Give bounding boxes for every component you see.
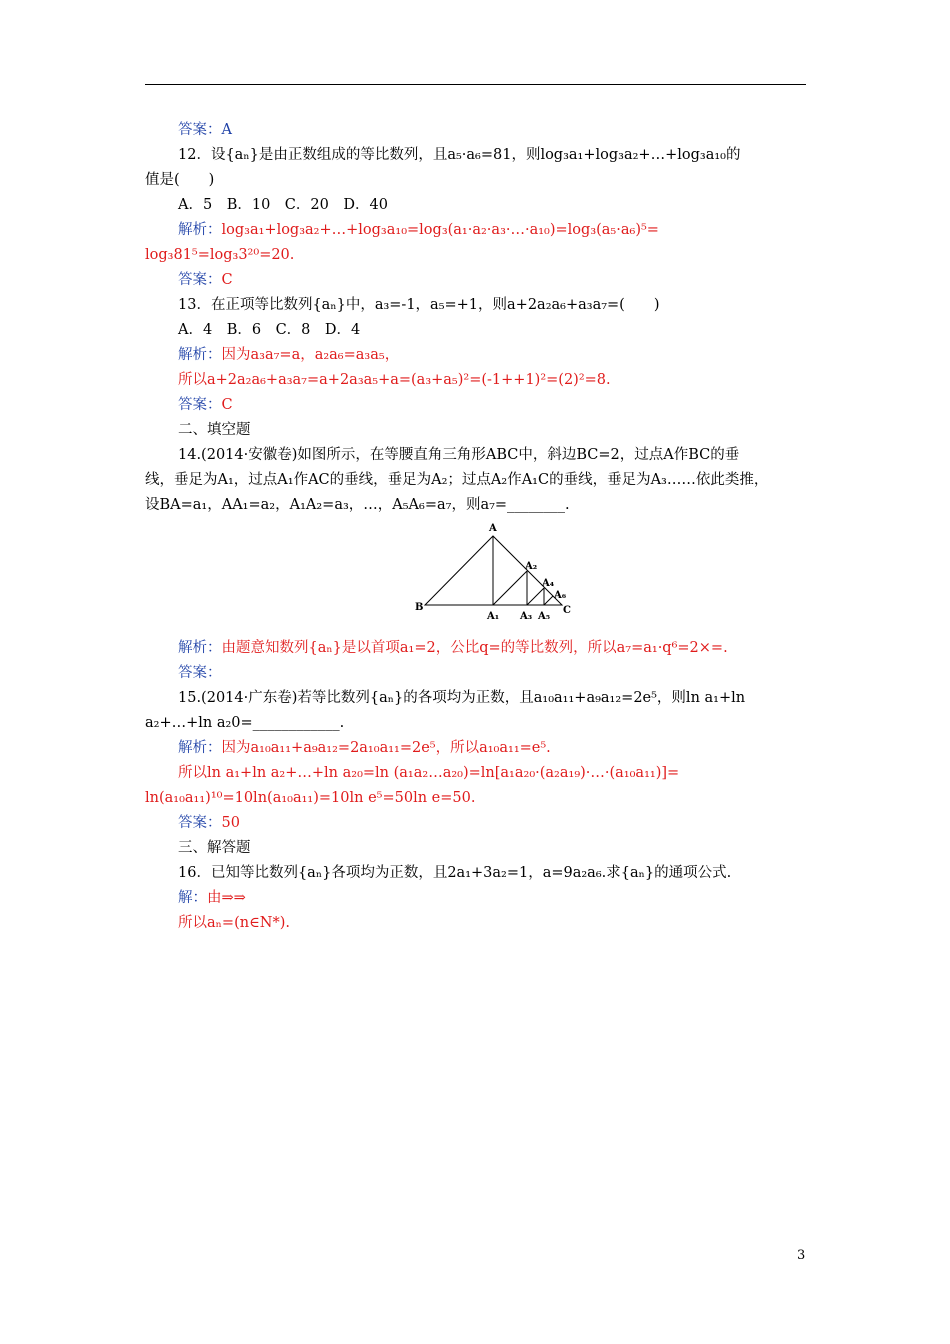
text-line: 16．已知等比数列{aₙ}各项均为正数，且2a₁+3a₂=1，a=9a₂a₆.求{aₙ}的通项公式. bbox=[178, 865, 732, 881]
text-line: 答案：A bbox=[178, 122, 232, 138]
label-a6: A₆ bbox=[554, 590, 567, 601]
text-line: 三、解答题 bbox=[178, 840, 251, 856]
line-body: 因为a₃a₇=a，a₂a₆=a₃a₅， bbox=[221, 347, 400, 363]
page-number: 3 bbox=[797, 1248, 806, 1263]
line-body: 由⇒⇒ bbox=[207, 890, 246, 906]
text-line bbox=[145, 393, 806, 418]
text-line: 所以aₙ=(n∈N*). bbox=[178, 915, 290, 931]
triangle-diagram bbox=[415, 518, 575, 630]
triangle-figure bbox=[145, 518, 806, 636]
header-rule bbox=[145, 84, 806, 85]
text-line: 线，垂足为A₁，过点A₁作AC的垂线，垂足为A₂；过点A₂作A₁C的垂线，垂足为A₃……依此类推， bbox=[145, 472, 769, 488]
text-line: 12．设{aₙ}是由正数组成的等比数列，且a₅·a₆=81，则log₃a₁+log₃a₂+…+log₃a₁₀的 bbox=[178, 147, 741, 163]
text-line: 设BA=a₁，AA₁=a₂，A₁A₂=a₃，…，A₅A₆=a₇，则a₇=________. bbox=[145, 497, 570, 513]
text-line bbox=[145, 636, 806, 661]
line-body: 50 bbox=[221, 815, 240, 831]
segment-a1-a2 bbox=[493, 571, 527, 605]
line-label: 答案： bbox=[178, 815, 222, 831]
line-body: C bbox=[221, 397, 233, 413]
segment-a5-a6 bbox=[544, 596, 553, 605]
line-label: 答案： bbox=[178, 272, 222, 288]
text-line: A．5 B．10 C．20 D．40 bbox=[178, 197, 388, 213]
line-label: 解析： bbox=[178, 347, 222, 363]
text-line: 13．在正项等比数列{aₙ}中，a₃=-1，a₅=+1，则a+2a₂a₆+a₃a₇=( ) bbox=[178, 297, 660, 313]
line-body: log₃a₁+log₃a₂+…+log₃a₁₀=log₃(a₁·a₂·a₃·…·a₁₀)=log₃(a₅·a₆)⁵= bbox=[221, 222, 659, 238]
line-label: 答案： bbox=[178, 397, 222, 413]
label-a: A bbox=[489, 523, 497, 534]
text-line: ln(a₁₀a₁₁)¹⁰=10ln(a₁₀a₁₁)=10ln e⁵=50ln e=50. bbox=[145, 790, 476, 806]
label-a4: A₄ bbox=[542, 578, 555, 589]
line-label: 解析： bbox=[178, 222, 222, 238]
line-body: 由题意知数列{aₙ}是以首项a₁=2，公比q=的等比数列，所以a₇=a₁·q⁶=2×=. bbox=[221, 640, 728, 656]
label-a3: A₃ bbox=[520, 611, 533, 622]
line-body: 因为a₁₀a₁₁+a₉a₁₂=2a₁₀a₁₁=2e⁵，所以a₁₀a₁₁=e⁵. bbox=[221, 740, 551, 756]
label-c: C bbox=[563, 605, 571, 616]
document-body bbox=[145, 118, 806, 936]
line-body: C bbox=[221, 272, 233, 288]
line-label: 解析： bbox=[178, 740, 222, 756]
label-b: B bbox=[415, 602, 424, 613]
text-line bbox=[145, 268, 806, 293]
text-line bbox=[145, 343, 806, 368]
text-line: 值是( ) bbox=[145, 172, 215, 188]
text-line: 所以ln a₁+ln a₂+…+ln a₂₀=ln (a₁a₂…a₂₀)=ln[a₁a₂₀·(a₂a₁₉)·…·(a₁₀a₁₁)]= bbox=[178, 765, 680, 781]
line-label: 解： bbox=[178, 890, 207, 906]
text-line bbox=[145, 218, 806, 243]
text-line: 答案： bbox=[178, 665, 222, 681]
text-line: A．4 B．6 C．8 D．4 bbox=[178, 322, 361, 338]
text-line bbox=[145, 811, 806, 836]
text-line: 所以a+2a₂a₆+a₃a₇=a+2a₃a₅+a=(a₃+a₅)²=(-1++1)²=(2)²=8. bbox=[178, 372, 611, 388]
text-line: 二、填空题 bbox=[178, 422, 251, 438]
line-label: 解析： bbox=[178, 640, 222, 656]
label-a5: A₅ bbox=[538, 611, 551, 622]
text-line: log₃81⁵=log₃3²⁰=20. bbox=[145, 247, 295, 263]
label-a1: A₁ bbox=[487, 611, 500, 622]
text-line: a₂+…+ln a₂0=____________. bbox=[145, 715, 345, 731]
text-line bbox=[145, 736, 806, 761]
text-line: 14.(2014·安徽卷)如图所示，在等腰直角三角形ABC中，斜边BC=2，过点A作BC的垂 bbox=[178, 447, 740, 463]
label-a2: A₂ bbox=[525, 561, 538, 572]
text-line: 15.(2014·广东卷)若等比数列{aₙ}的各项均为正数，且a₁₀a₁₁+a₉a₁₂=2e⁵，则ln a₁+ln bbox=[178, 690, 746, 706]
segment-a3-a4 bbox=[527, 588, 544, 605]
text-line bbox=[145, 886, 806, 911]
